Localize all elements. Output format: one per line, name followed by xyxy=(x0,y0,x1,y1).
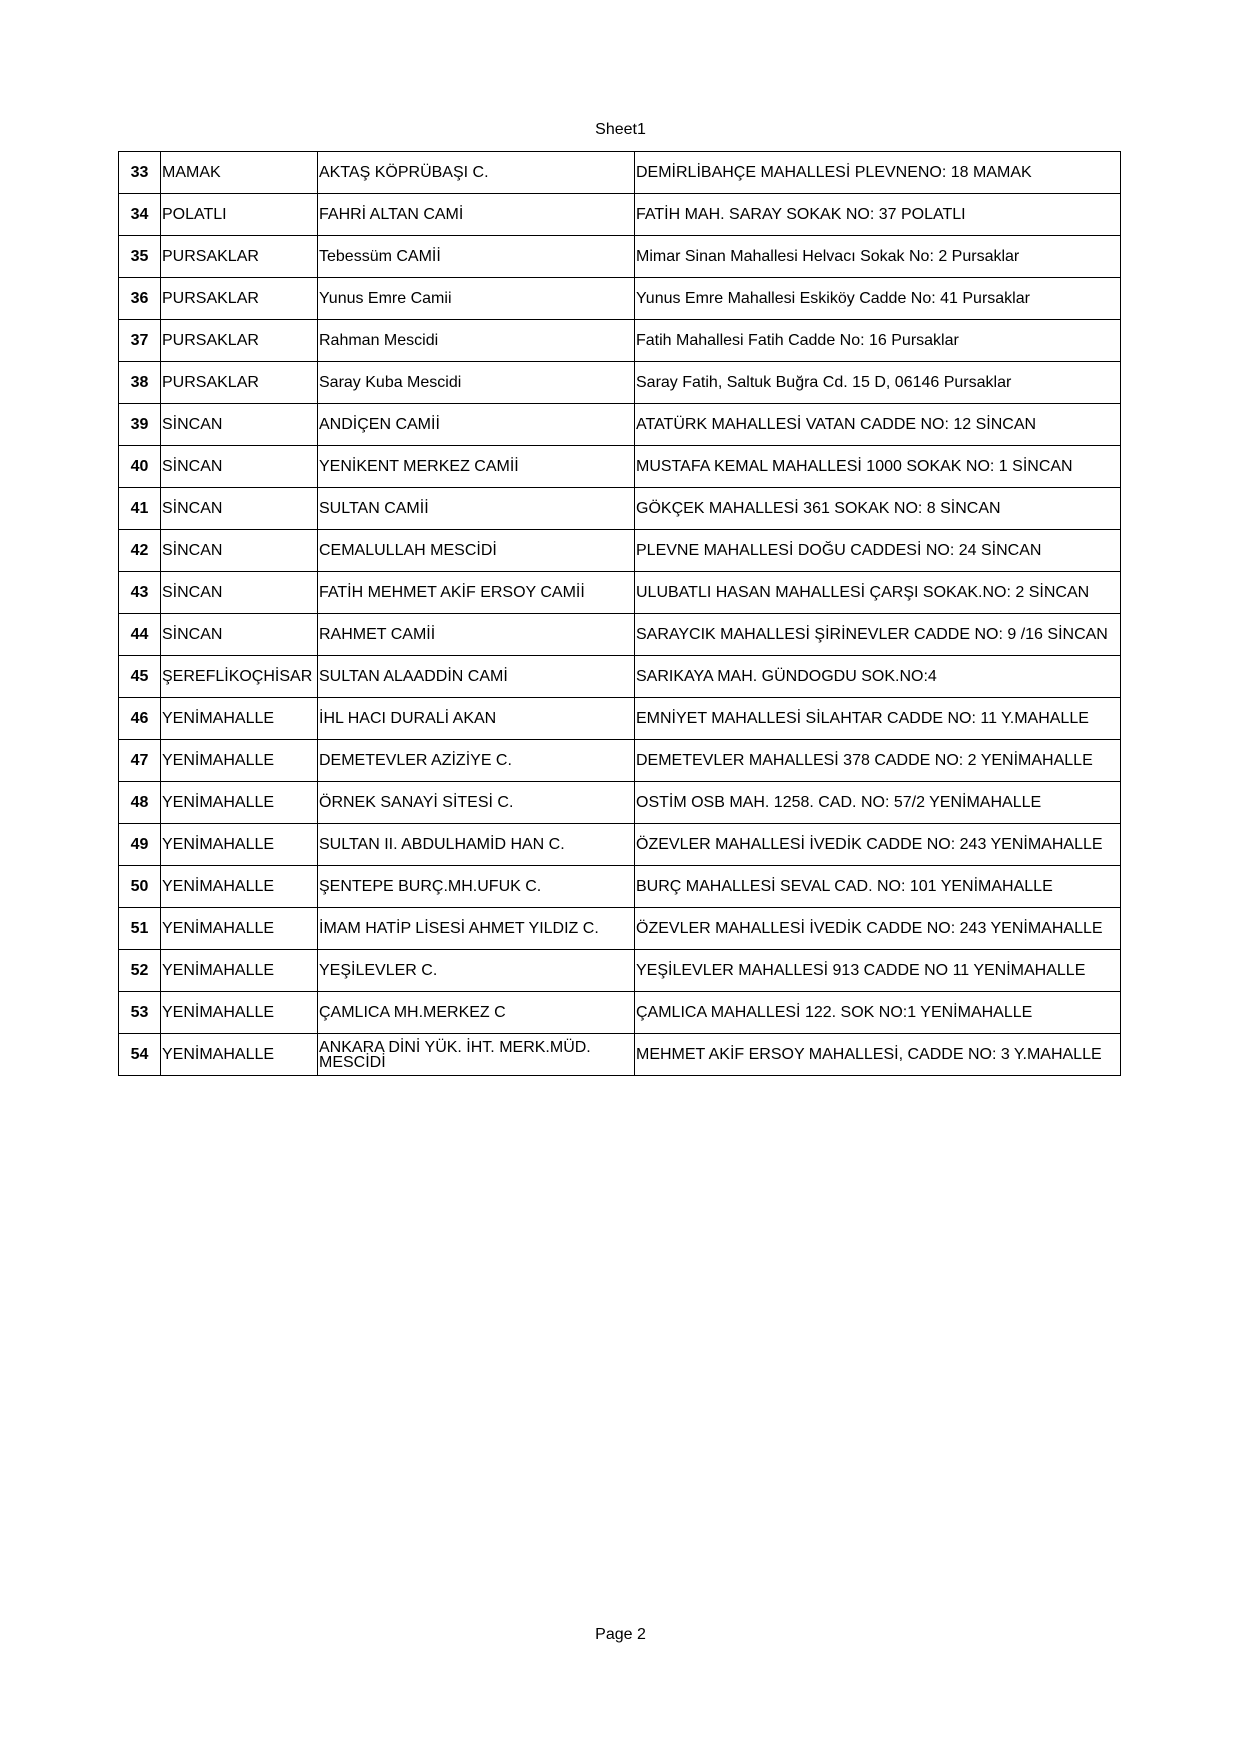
row-number-cell: 41 xyxy=(119,488,161,530)
row-number-cell: 52 xyxy=(119,950,161,992)
row-number-cell: 40 xyxy=(119,446,161,488)
address-cell: Yunus Emre Mahallesi Eskiköy Cadde No: 41 Pursaklar xyxy=(635,278,1121,320)
mosque-name-cell: RAHMET CAMİİ xyxy=(318,614,635,656)
address-cell: MUSTAFA KEMAL MAHALLESİ 1000 SOKAK NO: 1 SİNCAN xyxy=(635,446,1121,488)
mosque-name-cell: AKTAŞ KÖPRÜBAŞI C. xyxy=(318,152,635,194)
district-cell: POLATLI xyxy=(161,194,318,236)
address-cell: ÇAMLICA MAHALLESİ 122. SOK NO:1 YENİMAHALLE xyxy=(635,992,1121,1034)
address-cell: FATİH MAH. SARAY SOKAK NO: 37 POLATLI xyxy=(635,194,1121,236)
mosque-name-cell: ŞENTEPE BURÇ.MH.UFUK C. xyxy=(318,866,635,908)
table-row xyxy=(119,1034,1121,1076)
district-cell: YENİMAHALLE xyxy=(161,1034,318,1076)
row-number-cell: 45 xyxy=(119,656,161,698)
row-number-cell: 53 xyxy=(119,992,161,1034)
row-number-cell: 46 xyxy=(119,698,161,740)
table-row xyxy=(119,866,1121,908)
address-cell: Fatih Mahallesi Fatih Cadde No: 16 Pursaklar xyxy=(635,320,1121,362)
mosque-name-cell: ANDİÇEN CAMİİ xyxy=(318,404,635,446)
mosque-name-cell: SULTAN ALAADDİN CAMİ xyxy=(318,656,635,698)
address-cell: ULUBATLI HASAN MAHALLESİ ÇARŞI SOKAK.NO: 2 SİNCAN xyxy=(635,572,1121,614)
mosque-name-cell: Yunus Emre Camii xyxy=(318,278,635,320)
row-number-cell: 47 xyxy=(119,740,161,782)
district-cell: PURSAKLAR xyxy=(161,278,318,320)
address-cell: Saray Fatih, Saltuk Buğra Cd. 15 D, 06146 Pursaklar xyxy=(635,362,1121,404)
table-row xyxy=(119,782,1121,824)
district-cell: SİNCAN xyxy=(161,404,318,446)
row-number-cell: 54 xyxy=(119,1034,161,1076)
mosque-name-cell: DEMETEVLER AZİZİYE C. xyxy=(318,740,635,782)
sheet-title: Sheet1 xyxy=(595,121,646,138)
district-cell: PURSAKLAR xyxy=(161,236,318,278)
table-row xyxy=(119,530,1121,572)
address-cell: Mimar Sinan Mahallesi Helvacı Sokak No: 2 Pursaklar xyxy=(635,236,1121,278)
table-row xyxy=(119,404,1121,446)
address-cell: SARAYCIK MAHALLESİ ŞİRİNEVLER CADDE NO: 9 /16 SİNCAN xyxy=(635,614,1121,656)
district-cell: YENİMAHALLE xyxy=(161,992,318,1034)
mosque-name-cell: İHL HACI DURALİ AKAN xyxy=(318,698,635,740)
table-row xyxy=(119,992,1121,1034)
mosque-list-table xyxy=(118,151,1121,1076)
table-row xyxy=(119,740,1121,782)
district-cell: ŞEREFLİKOÇHİSAR xyxy=(161,656,318,698)
row-number-cell: 33 xyxy=(119,152,161,194)
district-cell: YENİMAHALLE xyxy=(161,950,318,992)
address-cell: MEHMET AKİF ERSOY MAHALLESİ, CADDE NO: 3 Y.MAHALLE xyxy=(635,1034,1121,1076)
mosque-name-cell: ÖRNEK SANAYİ SİTESİ C. xyxy=(318,782,635,824)
mosque-name-cell: FATİH MEHMET AKİF ERSOY CAMİİ xyxy=(318,572,635,614)
mosque-name-cell: YEŞİLEVLER C. xyxy=(318,950,635,992)
row-number-cell: 38 xyxy=(119,362,161,404)
table-row xyxy=(119,698,1121,740)
table-row xyxy=(119,194,1121,236)
table-row xyxy=(119,236,1121,278)
row-number-cell: 43 xyxy=(119,572,161,614)
mosque-name-cell: ANKARA DİNİ YÜK. İHT. MERK.MÜD. MESCİDİ xyxy=(318,1034,635,1076)
table-body xyxy=(119,152,1121,1076)
district-cell: YENİMAHALLE xyxy=(161,866,318,908)
mosque-name-cell: ÇAMLICA MH.MERKEZ C xyxy=(318,992,635,1034)
table-row xyxy=(119,446,1121,488)
district-cell: MAMAK xyxy=(161,152,318,194)
table-row xyxy=(119,824,1121,866)
table-row xyxy=(119,278,1121,320)
table-row xyxy=(119,614,1121,656)
mosque-name-cell: Saray Kuba Mescidi xyxy=(318,362,635,404)
district-cell: YENİMAHALLE xyxy=(161,782,318,824)
mosque-name-cell: İMAM HATİP LİSESİ AHMET YILDIZ C. xyxy=(318,908,635,950)
address-cell: ÖZEVLER MAHALLESİ İVEDİK CADDE NO: 243 YENİMAHALLE xyxy=(635,824,1121,866)
table-row xyxy=(119,488,1121,530)
address-cell: SARIKAYA MAH. GÜNDOGDU SOK.NO:4 xyxy=(635,656,1121,698)
table-row xyxy=(119,572,1121,614)
address-cell: BURÇ MAHALLESİ SEVAL CAD. NO: 101 YENİMAHALLE xyxy=(635,866,1121,908)
row-number-cell: 35 xyxy=(119,236,161,278)
row-number-cell: 37 xyxy=(119,320,161,362)
district-cell: YENİMAHALLE xyxy=(161,824,318,866)
table-row xyxy=(119,152,1121,194)
row-number-cell: 44 xyxy=(119,614,161,656)
row-number-cell: 42 xyxy=(119,530,161,572)
district-cell: PURSAKLAR xyxy=(161,362,318,404)
table-row xyxy=(119,362,1121,404)
mosque-name-cell: CEMALULLAH MESCİDİ xyxy=(318,530,635,572)
table-row xyxy=(119,656,1121,698)
address-cell: DEMETEVLER MAHALLESİ 378 CADDE NO: 2 YENİMAHALLE xyxy=(635,740,1121,782)
district-cell: SİNCAN xyxy=(161,530,318,572)
mosque-name-cell: SULTAN II. ABDULHAMİD HAN C. xyxy=(318,824,635,866)
mosque-name-cell: FAHRİ ALTAN CAMİ xyxy=(318,194,635,236)
address-cell: DEMİRLİBAHÇE MAHALLESİ PLEVNENO: 18 MAMAK xyxy=(635,152,1121,194)
mosque-name-cell: SULTAN CAMİİ xyxy=(318,488,635,530)
address-cell: OSTİM OSB MAH. 1258. CAD. NO: 57/2 YENİMAHALLE xyxy=(635,782,1121,824)
district-cell: SİNCAN xyxy=(161,446,318,488)
row-number-cell: 50 xyxy=(119,866,161,908)
row-number-cell: 36 xyxy=(119,278,161,320)
mosque-name-cell: YENİKENT MERKEZ CAMİİ xyxy=(318,446,635,488)
address-cell: GÖKÇEK MAHALLESİ 361 SOKAK NO: 8 SİNCAN xyxy=(635,488,1121,530)
address-cell: YEŞİLEVLER MAHALLESİ 913 CADDE NO 11 YENİMAHALLE xyxy=(635,950,1121,992)
mosque-name-cell: Rahman Mescidi xyxy=(318,320,635,362)
page-number: Page 2 xyxy=(595,1626,646,1643)
row-number-cell: 39 xyxy=(119,404,161,446)
table-row xyxy=(119,908,1121,950)
address-cell: PLEVNE MAHALLESİ DOĞU CADDESİ NO: 24 SİNCAN xyxy=(635,530,1121,572)
address-cell: ATATÜRK MAHALLESİ VATAN CADDE NO: 12 SİNCAN xyxy=(635,404,1121,446)
address-cell: ÖZEVLER MAHALLESİ İVEDİK CADDE NO: 243 YENİMAHALLE xyxy=(635,908,1121,950)
district-cell: YENİMAHALLE xyxy=(161,698,318,740)
district-cell: PURSAKLAR xyxy=(161,320,318,362)
row-number-cell: 34 xyxy=(119,194,161,236)
row-number-cell: 51 xyxy=(119,908,161,950)
table-row xyxy=(119,320,1121,362)
district-cell: SİNCAN xyxy=(161,572,318,614)
address-cell: EMNİYET MAHALLESİ SİLAHTAR CADDE NO: 11 Y.MAHALLE xyxy=(635,698,1121,740)
table-row xyxy=(119,950,1121,992)
mosque-name-cell: Tebessüm CAMİİ xyxy=(318,236,635,278)
row-number-cell: 48 xyxy=(119,782,161,824)
district-cell: YENİMAHALLE xyxy=(161,908,318,950)
district-cell: YENİMAHALLE xyxy=(161,740,318,782)
row-number-cell: 49 xyxy=(119,824,161,866)
district-cell: SİNCAN xyxy=(161,614,318,656)
district-cell: SİNCAN xyxy=(161,488,318,530)
